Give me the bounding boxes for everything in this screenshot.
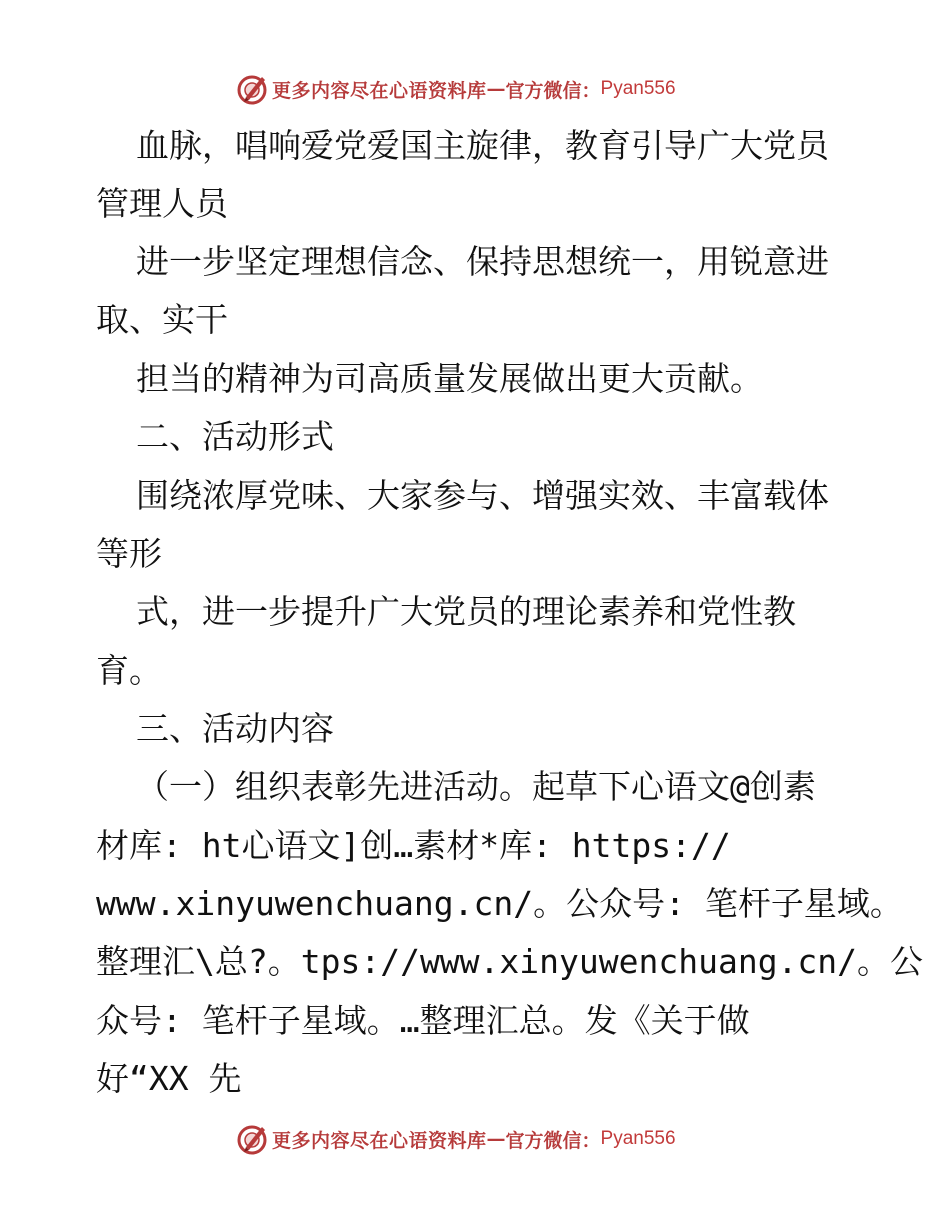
header-wechat-id: Pyan556 bbox=[600, 78, 676, 99]
header-site-text: 更多内容尽在心语资料库 bbox=[272, 79, 487, 102]
body-line: 取、实干 bbox=[96, 300, 228, 339]
body-line: 等形 bbox=[96, 534, 162, 573]
body-line: 围绕浓厚党味、大家参与、增强实效、丰富载体 bbox=[136, 476, 829, 515]
footer-site-text: 更多内容尽在心语资料库 bbox=[272, 1129, 487, 1152]
body-line: 育。 bbox=[96, 651, 162, 690]
body-line: 进一步坚定理想信念、保持思想统一，用锐意进 bbox=[136, 242, 829, 281]
footer-banner bbox=[236, 1122, 676, 1156]
body-line: 血脉，唱响爱党爱国主旋律，教育引导广大党员 bbox=[136, 126, 829, 165]
section-heading: 三、活动内容 bbox=[136, 709, 334, 748]
header-banner bbox=[236, 72, 676, 106]
body-line: 众号: 笔杆子星域。…整理汇总。发《关于做 bbox=[96, 1001, 750, 1040]
header-separator: — bbox=[486, 78, 506, 100]
body-line: 担当的精神为司高质量发展做出更大贡献。 bbox=[136, 359, 763, 398]
body-line: 管理人员 bbox=[96, 184, 228, 223]
body-line: 材库: ht心语文]创…素材*库: https:// bbox=[96, 826, 731, 865]
body-line: 好“XX 先 bbox=[96, 1059, 242, 1098]
body-line: www.xinyuwenchuang.cn/。公众号: 笔杆子星域。 bbox=[96, 884, 903, 923]
footer-wechat-label: 官方微信： bbox=[505, 1129, 601, 1152]
body-line: 式，进一步提升广大党员的理论素养和党性教 bbox=[136, 592, 796, 631]
pen-logo-icon bbox=[236, 73, 268, 105]
pen-logo-icon bbox=[236, 1123, 268, 1155]
body-line: 整理汇\总?。tps://www.xinyuwenchuang.cn/。公 bbox=[96, 942, 924, 981]
footer-separator: — bbox=[486, 1128, 506, 1150]
body-line: （一）组织表彰先进活动。起草下心语文@创素 bbox=[136, 767, 816, 806]
section-heading: 二、活动形式 bbox=[136, 417, 334, 456]
footer-wechat-id: Pyan556 bbox=[600, 1128, 676, 1149]
header-wechat-label: 官方微信： bbox=[505, 79, 601, 102]
